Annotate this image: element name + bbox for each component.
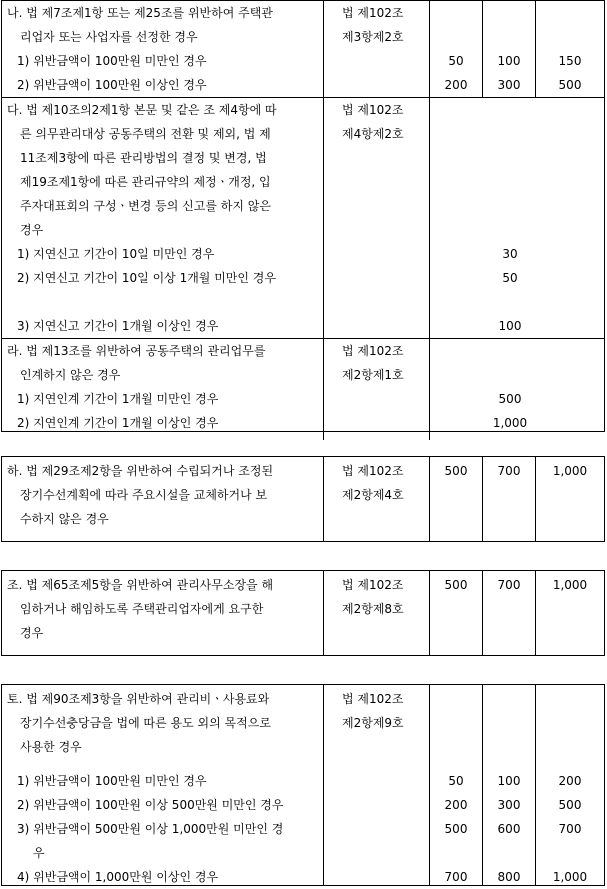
section-title-line: 11조제3항에 따른 관리방법의 결정 및 변경, 법 xyxy=(20,151,267,165)
amount-second: 800 xyxy=(497,870,521,884)
legal-basis: 제4항제2호 xyxy=(342,127,404,141)
amount-all: 30 xyxy=(502,247,518,261)
section-title-line: 임하거나 해임하도록 주택관리업자에게 요구한 xyxy=(20,602,264,616)
legal-basis: 제2항제8호 xyxy=(342,602,404,616)
section-title-line: 다. 법 제10조의2제1항 본문 및 같은 조 제4항에 따 xyxy=(7,103,277,117)
section-ra xyxy=(2,338,604,440)
amount-third: 500 xyxy=(558,78,582,92)
section-title-line: 장기수선충당금을 법에 따른 용도 외의 목적으로 xyxy=(20,716,271,730)
penalty-table-1 xyxy=(1,0,605,432)
amount-third: 500 xyxy=(558,798,582,812)
section-title-line: 리업자 또는 사업자를 선정한 경우 xyxy=(20,30,198,44)
item-label: 2) 지연신고 기간이 10일 이상 1개월 미만인 경우 xyxy=(17,271,276,285)
section-title-line: 라. 법 제13조를 위반하여 공동주택의 관리업무를 xyxy=(7,344,266,358)
amount-all: 100 xyxy=(498,319,522,333)
item-label: 1) 위반금액이 100만원 미만인 경우 xyxy=(17,774,207,788)
section-title-line: 주자대표회의 구성ㆍ변경 등의 신고를 하지 않은 xyxy=(20,199,271,213)
amount-first: 500 xyxy=(444,578,468,592)
legal-basis: 법 제102조 xyxy=(342,344,404,358)
section-da xyxy=(2,97,604,338)
legal-basis: 법 제102조 xyxy=(342,103,404,117)
section-title-line: 토. 법 제90조제3항을 위반하여 관리비ㆍ사용료와 xyxy=(7,692,270,706)
penalty-table-ha xyxy=(1,456,605,542)
section-title-line: 경우 xyxy=(20,223,44,237)
amount-second: 600 xyxy=(497,822,521,836)
amount-third: 1,000 xyxy=(552,578,588,592)
section-title-line: 조. 법 제65조제5항을 위반하여 관리사무소장을 해 xyxy=(7,578,274,592)
legal-basis: 법 제102조 xyxy=(342,6,404,20)
item-label-continued: 우 xyxy=(33,846,45,860)
amount-first: 700 xyxy=(444,870,468,884)
section-title-line: 장기수선계획에 따라 주요시설을 교체하거나 보 xyxy=(20,488,268,502)
amount-all: 500 xyxy=(498,392,522,406)
item-label: 2) 지연인계 기간이 1개월 이상인 경우 xyxy=(17,416,219,430)
item-label: 2) 위반금액이 100만원 이상 500만원 미만인 경우 xyxy=(17,798,284,812)
section-title-line: 른 의무관리대상 공동주택의 전환 및 제외, 법 제 xyxy=(20,127,271,141)
amount-second: 700 xyxy=(497,464,521,478)
section-title-line: 하. 법 제29조제2항을 위반하여 수립되거나 조정된 xyxy=(7,464,274,478)
legal-basis: 법 제102조 xyxy=(342,692,404,706)
section-title-line: 제19조제1항에 따른 관리규약의 제정ㆍ개정, 입 xyxy=(20,175,271,189)
section-title-line: 사용한 경우 xyxy=(20,740,82,754)
penalty-table-to xyxy=(1,684,605,886)
amount-first: 50 xyxy=(448,54,464,68)
section-na xyxy=(2,1,604,97)
amount-third: 1,000 xyxy=(552,870,588,884)
item-label: 2) 위반금액이 100만원 이상인 경우 xyxy=(17,78,207,92)
amount-first: 200 xyxy=(444,798,468,812)
amount-third: 1,000 xyxy=(552,464,588,478)
amount-all: 50 xyxy=(502,271,518,285)
section-title-line: 수하지 않은 경우 xyxy=(20,512,109,526)
amount-third: 200 xyxy=(558,774,582,788)
amount-third: 150 xyxy=(558,54,582,68)
section-title-line: 나. 법 제7조제1항 또는 제25조를 위반하여 주택관 xyxy=(7,6,273,20)
legal-basis: 제2항제4호 xyxy=(342,488,404,502)
item-label: 3) 지연신고 기간이 1개월 이상인 경우 xyxy=(17,319,219,333)
amount-first: 500 xyxy=(444,822,468,836)
amount-all: 1,000 xyxy=(492,416,528,430)
amount-second: 100 xyxy=(497,54,521,68)
legal-basis: 법 제102조 xyxy=(342,464,404,478)
item-label: 4) 위반금액이 1,000만원 이상인 경우 xyxy=(17,870,219,884)
amount-first: 50 xyxy=(448,774,464,788)
legal-basis: 제2항제1호 xyxy=(342,368,404,382)
legal-basis: 제3항제2호 xyxy=(342,30,404,44)
amount-first: 500 xyxy=(444,464,468,478)
item-label: 1) 위반금액이 100만원 미만인 경우 xyxy=(17,54,207,68)
amount-second: 300 xyxy=(497,78,521,92)
legal-basis: 법 제102조 xyxy=(342,578,404,592)
section-title-line: 경우 xyxy=(20,626,44,640)
amount-first: 200 xyxy=(444,78,468,92)
legal-basis: 제2항제9호 xyxy=(342,716,404,730)
item-label: 1) 지연신고 기간이 10일 미만인 경우 xyxy=(17,247,215,261)
amount-second: 300 xyxy=(497,798,521,812)
amount-third: 700 xyxy=(558,822,582,836)
amount-second: 700 xyxy=(497,578,521,592)
item-label: 3) 위반금액이 500만원 이상 1,000만원 미만인 경 xyxy=(17,822,284,836)
section-title-line: 인계하지 않은 경우 xyxy=(20,368,121,382)
item-label: 1) 지연인계 기간이 1개월 미만인 경우 xyxy=(17,392,219,406)
penalty-table-jo xyxy=(1,570,605,656)
amount-second: 100 xyxy=(497,774,521,788)
